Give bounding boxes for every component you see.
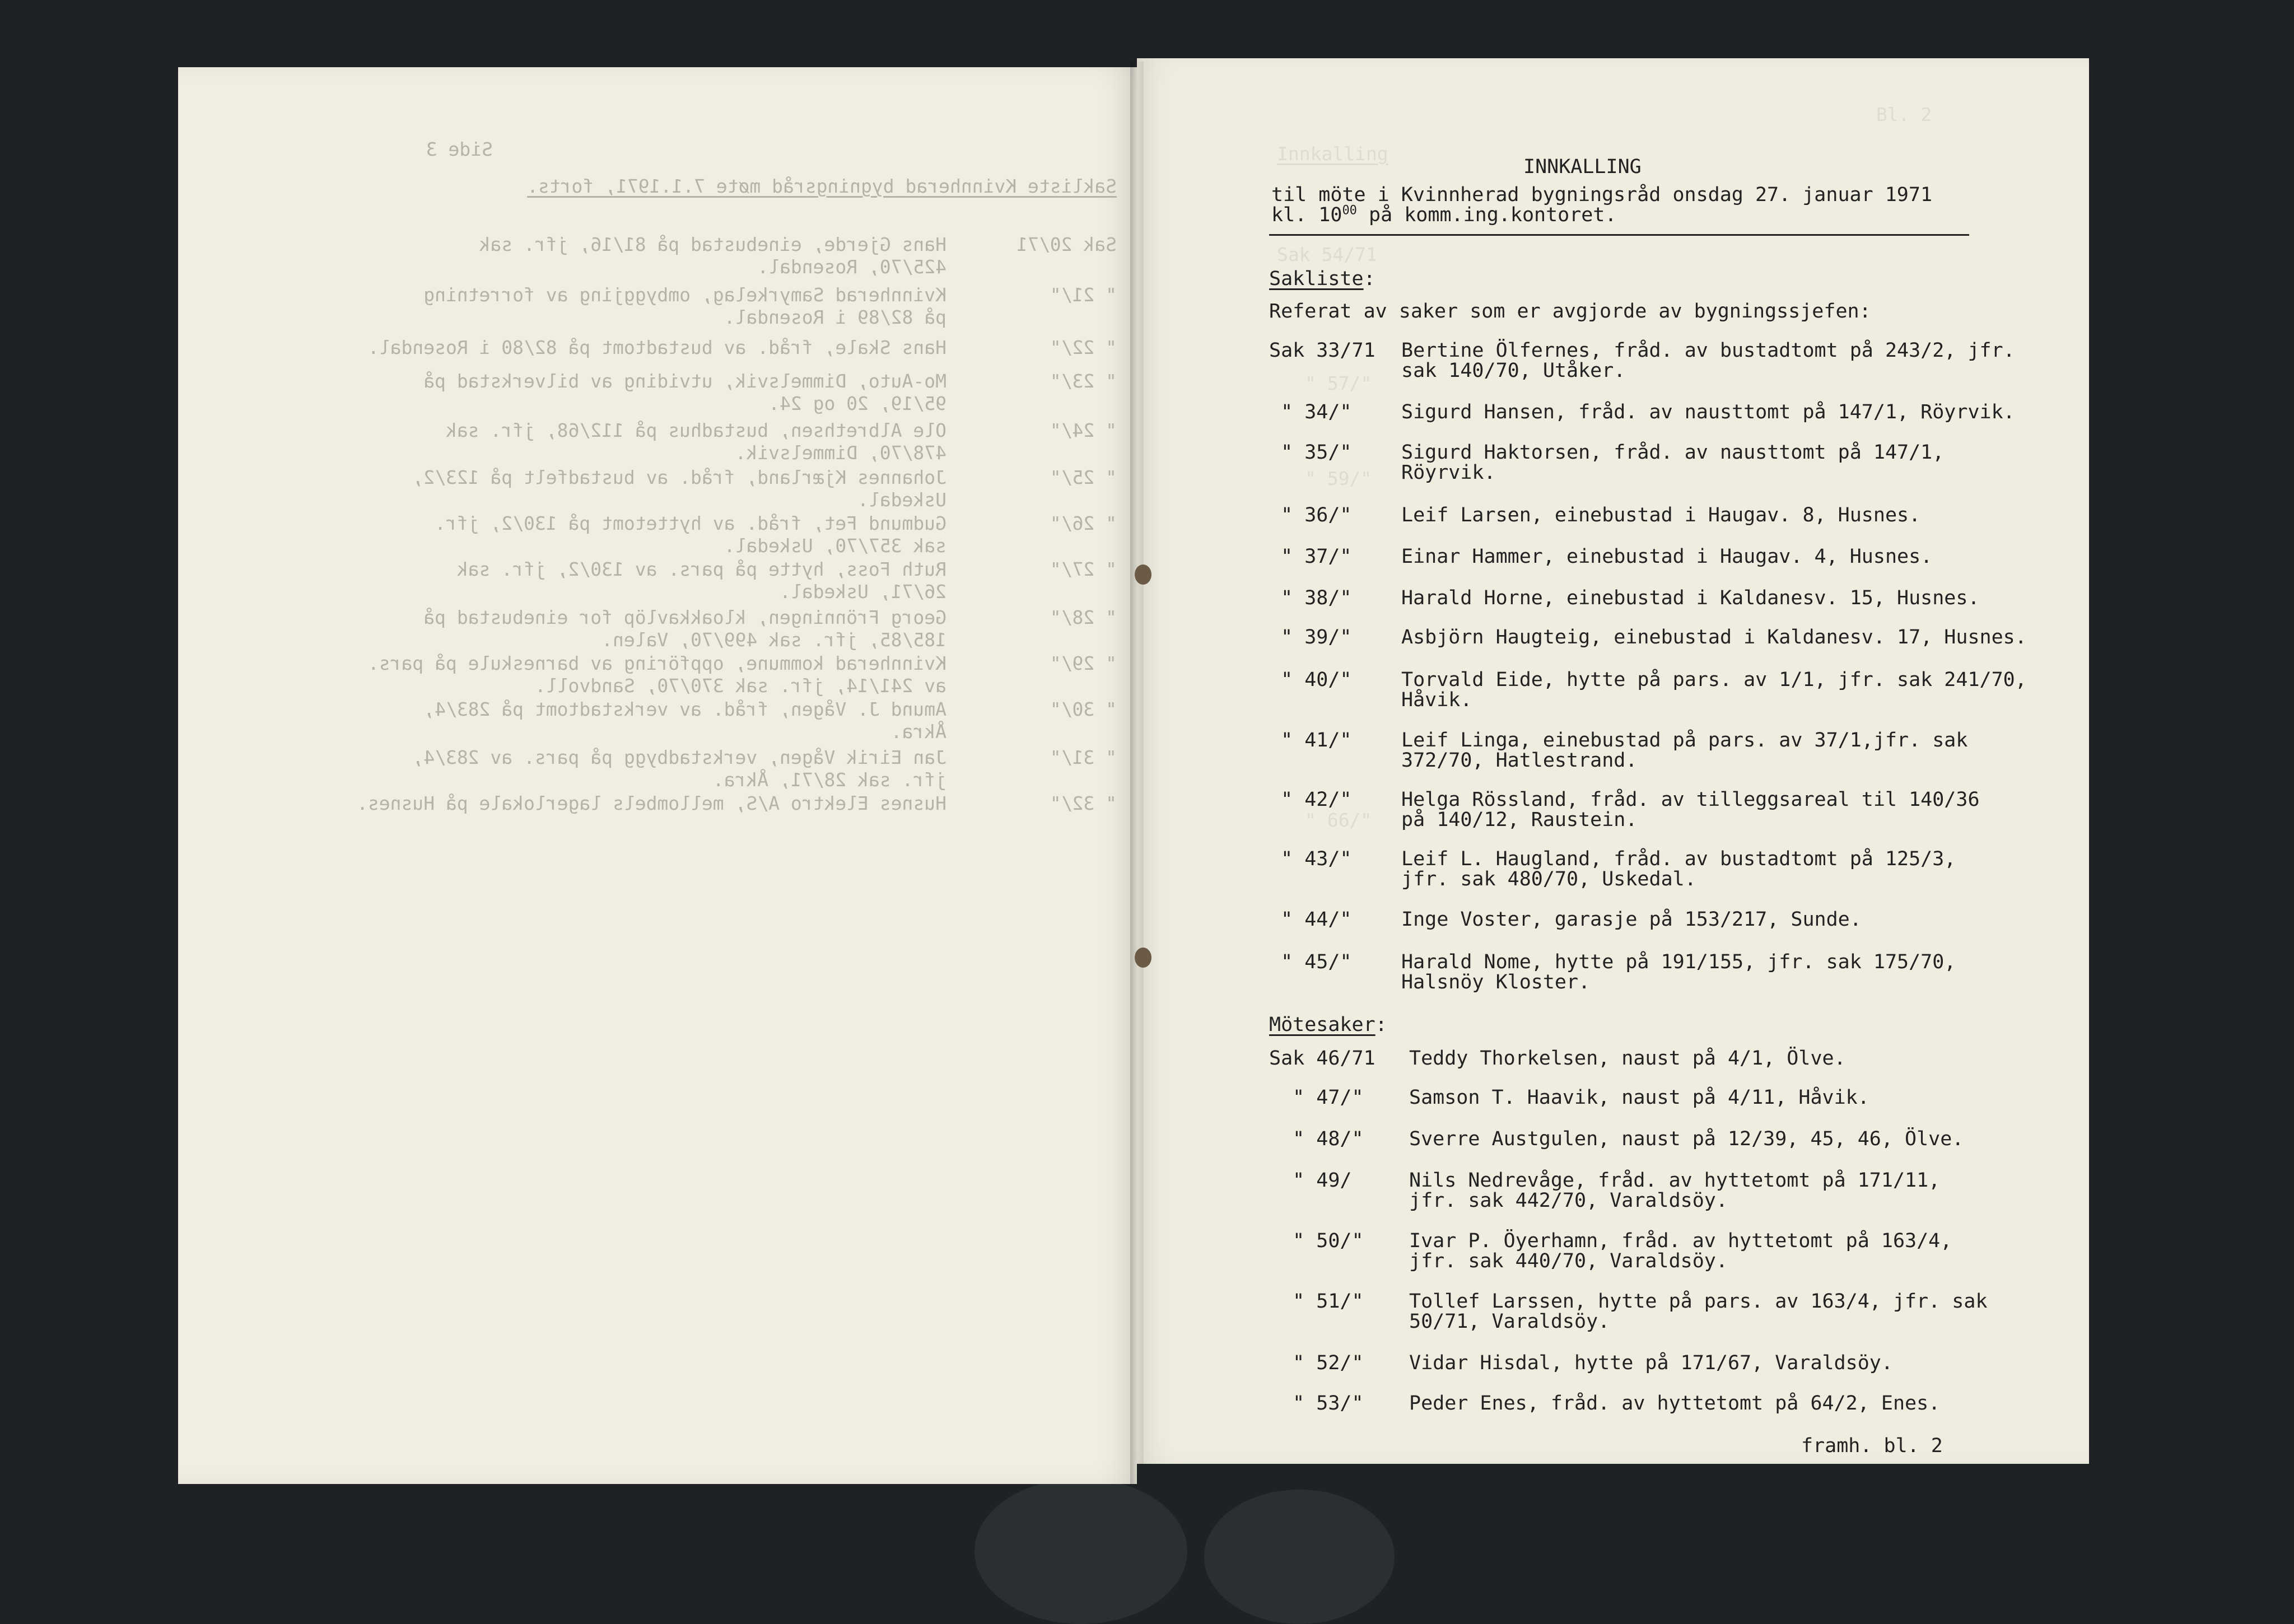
ghost-item-number: " 31/" xyxy=(1050,746,1117,768)
ghost-header: Side 3 xyxy=(426,138,493,160)
header-rule xyxy=(1269,234,1969,236)
case-text: Torvald Eide, hytte på pars. av 1/1, jfr. sak 241/70, xyxy=(1401,669,2027,691)
ghost-item-number: " 30/" xyxy=(1050,698,1117,720)
case-number: " 39/" xyxy=(1269,626,1352,648)
faint-bleed-line: " 66/" xyxy=(1305,809,1372,831)
case-text-continued: sak 140/70, Utåker. xyxy=(1401,360,1626,382)
case-text: Leif Linga, einebustad på pars. av 37/1,jfr. sak xyxy=(1401,729,1968,752)
case-text: Sigurd Hansen, fråd. av nausttomt på 147/1, Röyrvik. xyxy=(1401,401,2015,423)
document-heading: INNKALLING xyxy=(1523,156,1642,178)
faint-bleed-page-number: Bl. 2 xyxy=(1876,104,1932,125)
case-text: Tollef Larssen, hytte på pars. av 163/4, jfr. sak xyxy=(1409,1290,1988,1313)
ghost-item-line1: Georg Frönningen, kloakkavlöp for einebustad på xyxy=(423,606,946,628)
faint-bleed-line: " 59/" xyxy=(1305,468,1372,489)
ghost-item-number: " 24/" xyxy=(1050,419,1117,441)
ghost-item-line1: Ole Albrethsen, bustadhus på 112/68, jfr. sak xyxy=(445,419,946,441)
motesaker-heading: Mötesaker: xyxy=(1269,1014,1387,1036)
case-text-continued: jfr. sak 480/70, Uskedal. xyxy=(1401,868,1696,890)
case-number: " 48/" xyxy=(1269,1128,1364,1150)
case-text: Nils Nedrevåge, fråd. av hyttetomt på 171/11, xyxy=(1409,1169,1941,1192)
case-text: Sigurd Haktorsen, fråd. av nausttomt på 147/1, xyxy=(1401,441,1945,464)
case-text-continued: Halsnöy Kloster. xyxy=(1401,971,1591,993)
case-text-continued: Håvik. xyxy=(1401,689,1472,711)
case-number: " 53/" xyxy=(1269,1392,1364,1415)
ghost-item-line2: av 241/14, jfr. sak 370/70, Sandvoll. xyxy=(534,675,946,697)
case-number: " 52/" xyxy=(1269,1352,1364,1374)
ghost-item-line1: Hans Skale, fråd. av bustadtomt på 82/80 i Rosendal. xyxy=(367,337,946,358)
ghost-item-line1: Kvinnherad kommune, oppföring av barneskule på pars. xyxy=(367,652,946,674)
case-number: " 38/" xyxy=(1269,587,1352,609)
referat-intro: Referat av saker som er avgjorde av bygningssjefen: xyxy=(1269,300,1871,323)
case-text-continued: jfr. sak 442/70, Varaldsöy. xyxy=(1409,1189,1728,1212)
background-shadow xyxy=(1204,1490,1395,1624)
case-text: Harald Horne, einebustad i Kaldanesv. 15, Husnes. xyxy=(1401,587,1980,609)
ghost-title: Sakliste Kvinnherad bygningsråd møte 7.1.1971, forts. xyxy=(527,175,1117,197)
case-number: " 35/" xyxy=(1269,441,1352,464)
ghost-item-line1: Gudmund Fet, fråd. av hyttetomt på 130/2, jfr. xyxy=(435,512,946,534)
case-number: " 45/" xyxy=(1269,951,1352,973)
ghost-item-line2: Åkra. xyxy=(890,721,946,743)
case-number: " 47/" xyxy=(1269,1086,1364,1109)
continued-note: framh. bl. 2 xyxy=(1801,1435,1943,1457)
case-text: Einar Hammer, einebustad i Haugav. 4, Husnes. xyxy=(1401,545,1933,568)
ghost-item-line1: Mo-Auto, Dimmelsvik, utviding av bilverkstad på xyxy=(423,370,946,392)
ghost-item-line1: Amund J. Vågen, fråd. av verkstadtomt på 283/4, xyxy=(423,698,946,720)
sakliste-heading: Sakliste: xyxy=(1269,268,1376,290)
case-text: Harald Nome, hytte på 191/155, jfr. sak 175/70, xyxy=(1401,951,1956,973)
case-number: " 40/" xyxy=(1269,669,1352,691)
case-text-continued: jfr. sak 440/70, Varaldsöy. xyxy=(1409,1250,1728,1272)
background-shadow xyxy=(975,1478,1187,1624)
case-text-continued: på 140/12, Raustein. xyxy=(1401,809,1638,831)
ghost-item-line2: jfr. sak 28/71, Åkra. xyxy=(712,769,946,791)
ghost-item-line2: 425/70, Rosendal. xyxy=(757,256,946,278)
left-page xyxy=(178,67,1137,1484)
case-number: " 43/" xyxy=(1269,848,1352,870)
case-number: " 36/" xyxy=(1269,504,1352,526)
case-text-continued: 50/71, Varaldsöy. xyxy=(1409,1310,1610,1333)
ghost-item-line1: Hans Gjerde, einebustad på 81/16, jfr. sak xyxy=(479,234,946,255)
ghost-item-number: " 26/" xyxy=(1050,512,1117,534)
faint-bleed-heading: Innkalling xyxy=(1277,143,1388,165)
ghost-item-line2: 95/19, 20 og 24. xyxy=(768,393,946,414)
case-text-continued: Röyrvik. xyxy=(1401,461,1496,484)
ghost-item-number: " 25/" xyxy=(1050,466,1117,488)
case-text: Sverre Austgulen, naust på 12/39, 45, 46, Ölve. xyxy=(1409,1128,1964,1150)
ghost-item-number: " 27/" xyxy=(1050,558,1117,580)
ghost-item-number: " 32/" xyxy=(1050,792,1117,814)
case-text: Helga Rössland, fråd. av tilleggsareal til 140/36 xyxy=(1401,788,1980,811)
meeting-intro-line1: til möte i Kvinnherad bygningsråd onsdag 27. januar 1971 xyxy=(1271,184,1933,206)
ghost-item-number: " 28/" xyxy=(1050,606,1117,628)
case-text: Bertine Ölfernes, fråd. av bustadtomt på 243/2, jfr. xyxy=(1401,339,2015,362)
ghost-item-number: " 29/" xyxy=(1050,652,1117,674)
ghost-item-line1: Johannes Kjærland, fråd. av bustadfelt på 123/2, xyxy=(412,466,946,488)
right-page xyxy=(1137,58,2089,1464)
ghost-item-line1: Ruth Foss, hytte på pars. av 130/2, jfr. sak xyxy=(456,558,946,580)
ghost-item-line2: sak 357/70, Uskedal. xyxy=(724,535,946,557)
bleed-through-text xyxy=(178,67,1137,1484)
case-number: " 37/" xyxy=(1269,545,1352,568)
ghost-item-line1: Jan Eirik Vågen, verkstadbygg på pars. av 283/4, xyxy=(412,746,946,768)
case-number: " 49/ xyxy=(1269,1169,1352,1192)
binding-spine xyxy=(1130,62,1144,1484)
ghost-item-line2: 26/71, Uskedal. xyxy=(779,581,946,603)
ghost-item-number: Sak 20/71 xyxy=(1017,234,1117,255)
ghost-item-line2: 478/70, Dimmelsvik. xyxy=(735,442,946,464)
ghost-item-number: " 21/" xyxy=(1050,284,1117,306)
punch-hole xyxy=(1135,948,1151,968)
punch-hole xyxy=(1135,564,1151,585)
case-text: Ivar P. Öyerhamn, fråd. av hyttetomt på 163/4, xyxy=(1409,1230,1952,1252)
ghost-item-line2: Uskedal. xyxy=(857,489,946,511)
ghost-item-line2: 185/85, jfr. sak 499/70, Valen. xyxy=(602,629,946,651)
case-text: Teddy Thorkelsen, naust på 4/1, Ölve. xyxy=(1409,1047,1846,1070)
ghost-item-line1: Kvinnherad Samyrkelag, ombyggjing av forretning xyxy=(423,284,946,306)
case-text: Asbjörn Haugteig, einebustad i Kaldanesv. 17, Husnes. xyxy=(1401,626,2027,648)
case-number: " 44/" xyxy=(1269,908,1352,931)
case-text: Inge Voster, garasje på 153/217, Sunde. xyxy=(1401,908,1862,931)
ghost-item-line2: på 82/89 i Rosendal. xyxy=(724,306,946,328)
faint-bleed-line: " 57/" xyxy=(1305,372,1372,394)
case-number: Sak 46/71 xyxy=(1269,1047,1376,1070)
case-number: " 51/" xyxy=(1269,1290,1364,1313)
case-text: Peder Enes, fråd. av hyttetomt på 64/2, Enes. xyxy=(1409,1392,1941,1415)
case-number: " 50/" xyxy=(1269,1230,1364,1252)
case-text: Vidar Hisdal, hytte på 171/67, Varaldsöy. xyxy=(1409,1352,1893,1374)
meeting-intro-line2: kl. $10^{00}$ på komm.ing.kontoret. xyxy=(1271,203,1617,226)
case-text: Leif L. Haugland, fråd. av bustadtomt på 125/3, xyxy=(1401,848,1956,870)
case-text: Samson T. Haavik, naust på 4/11, Håvik. xyxy=(1409,1086,1869,1109)
ghost-item-number: " 22/" xyxy=(1050,337,1117,358)
case-text: Leif Larsen, einebustad i Haugav. 8, Husnes. xyxy=(1401,504,1921,526)
faint-bleed-line: Sak 54/71 xyxy=(1277,244,1377,265)
case-text-continued: 372/70, Hatlestrand. xyxy=(1401,749,1638,772)
ghost-item-line1: Husnes Elektro A/S, mellombels lagerlokale på Husnes. xyxy=(357,792,946,814)
case-number: " 42/" xyxy=(1269,788,1352,811)
ghost-item-number: " 23/" xyxy=(1050,370,1117,392)
case-number: " 41/" xyxy=(1269,729,1352,752)
case-number: Sak 33/71 xyxy=(1269,339,1376,362)
case-number: " 34/" xyxy=(1269,401,1352,423)
